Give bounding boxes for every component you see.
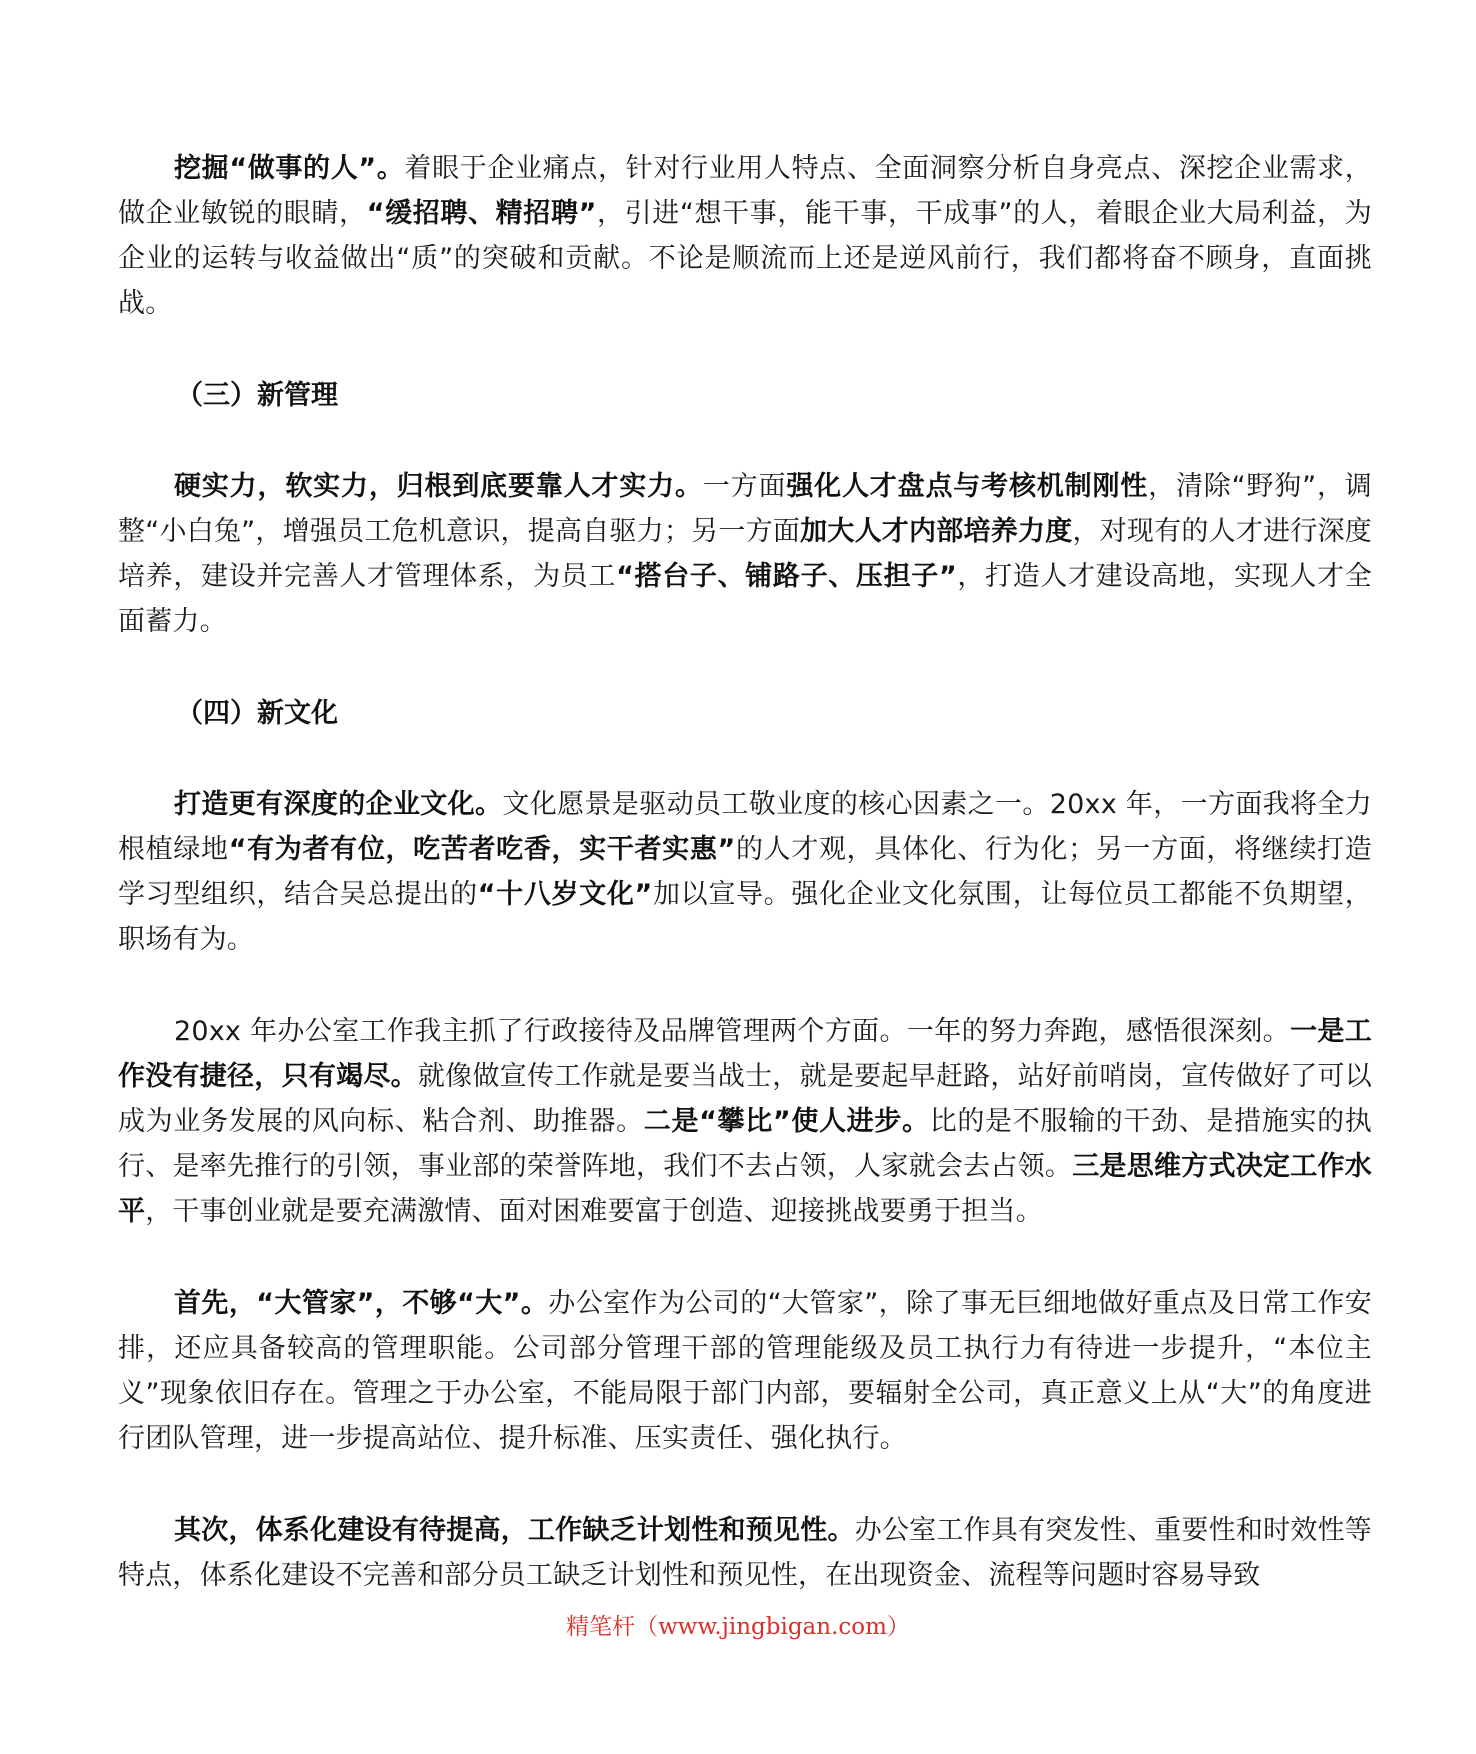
document-body	[118, 146, 1372, 1645]
text-segment: ，打造人才建设高地，实现人才全面蓄力。	[118, 561, 1373, 637]
bold-text-segment: 首先，“大管家”，不够“大”。	[174, 1288, 549, 1319]
text-segment: 文化愿景是驱动员工敬业度的核心因素之一。20xx 年，一方面我将全力根植绿地	[118, 789, 1372, 865]
text-segment: 办公室作为公司的“大管家”，除了事无巨细地做好重点及日常工作安排，还应具备较高的管理职能。公司部分管理干部的管理能级及员工执行力有待进一步提升，“本位主义”现象依旧存在。管理之于办公室，不能局限于部门内部，要辐射全公司，真正意义上从“大”的角度进行团队管理，进一步提高站位、提升标准、压实责任、强化执行。	[118, 1288, 1372, 1454]
bold-text-segment: 打造更有深度的企业文化。	[174, 789, 503, 820]
text-segment: 就像做宣传工作就是要当战士，就是要起早赶路，站好前哨岗，宣传做好了可以成为业务发展的风向标、粘合剂、助推器。	[118, 1061, 1373, 1137]
bold-text-segment: “十八岁文化”	[477, 879, 653, 910]
paragraph	[118, 1508, 1372, 1598]
text-segment: 加以宣导。强化企业文化氛围，让每位员工都能不负期望，职场有为。	[118, 879, 1373, 955]
text-segment: 办公室工作具有突发性、重要性和时效性等特点，体系化建设不完善和部分员工缺乏计划性和预见性，在出现资金、流程等问题时容易导致	[118, 1515, 1372, 1591]
footer-watermark[interactable]: 精笔杆（www.jingbigan.com）	[566, 1614, 910, 1640]
paragraph	[118, 146, 1372, 326]
paragraph-list	[118, 146, 1372, 1598]
text-segment: 比的是不服输的干劲、是措施实的执行、是率先推行的引领，事业部的荣誉阵地，我们不去占领，人家就会去占领。	[118, 1106, 1372, 1182]
bold-text-segment: 三是思维方式决定工作水平	[118, 1151, 1373, 1227]
text-segment: 一方面	[702, 471, 787, 502]
text-segment: 着眼于企业痛点，针对行业用人特点、全面洞察分析自身亮点、深挖企业需求，做企业敏锐的眼睛，	[118, 153, 1372, 229]
paragraph	[118, 464, 1372, 644]
section-heading	[118, 373, 1372, 418]
text-segment: 的人才观，具体化、行为化；另一方面，将继续打造学习型组织，结合吴总提出的	[118, 834, 1372, 910]
paragraph	[118, 782, 1372, 962]
text-segment: ，对现有的人才进行深度培养，建设并完善人才管理体系，为员工	[118, 516, 1373, 592]
text-segment: ，引进“想干事，能干事，干成事”的人，着眼企业大局利益，为企业的运转与收益做出“质”的突破和贡献。不论是顺流而上还是逆风前行，我们都将奋不顾身，直面挑战。	[118, 198, 1372, 319]
paragraph	[118, 1009, 1372, 1234]
bold-text-segment: “搭台子、铺路子、压担子”	[616, 561, 957, 592]
section-heading	[118, 691, 1372, 736]
text-segment: 20xx 年办公室工作我主抓了行政接待及品牌管理两个方面。一年的努力奔跑，感悟很深刻。	[174, 1016, 1291, 1047]
paragraph	[118, 1281, 1372, 1461]
bold-text-segment: “有为者有位，吃苦者吃香，实干者实惠”	[228, 834, 736, 865]
bold-text-segment: “缓招聘、精招聘”	[366, 198, 597, 229]
text-segment: ，清除“野狗”，调整“小白兔”，增强员工危机意识，提高自驱力；另一方面	[118, 471, 1372, 547]
bold-text-segment: 二是“攀比”使人进步。	[643, 1106, 930, 1137]
bold-text-segment: 强化人才盘点与考核机制刚性	[786, 471, 1149, 502]
bold-text-segment: （四）新文化	[176, 698, 338, 729]
bold-text-segment: （三）新管理	[176, 380, 338, 411]
bold-text-segment: 加大人才内部培养力度	[800, 516, 1073, 547]
bold-text-segment: 挖掘“做事的人”。	[174, 153, 405, 184]
bold-text-segment: 一是工作没有捷径，只有竭尽。	[118, 1016, 1372, 1092]
text-segment: ，干事创业就是要充满激情、面对困难要富于创造、迎接挑战要勇于担当。	[145, 1196, 1043, 1227]
bold-text-segment: 其次，体系化建设有待提高，工作缺乏计划性和预见性。	[174, 1515, 855, 1546]
bold-text-segment: 硬实力，软实力，归根到底要靠人才实力。	[174, 471, 703, 502]
